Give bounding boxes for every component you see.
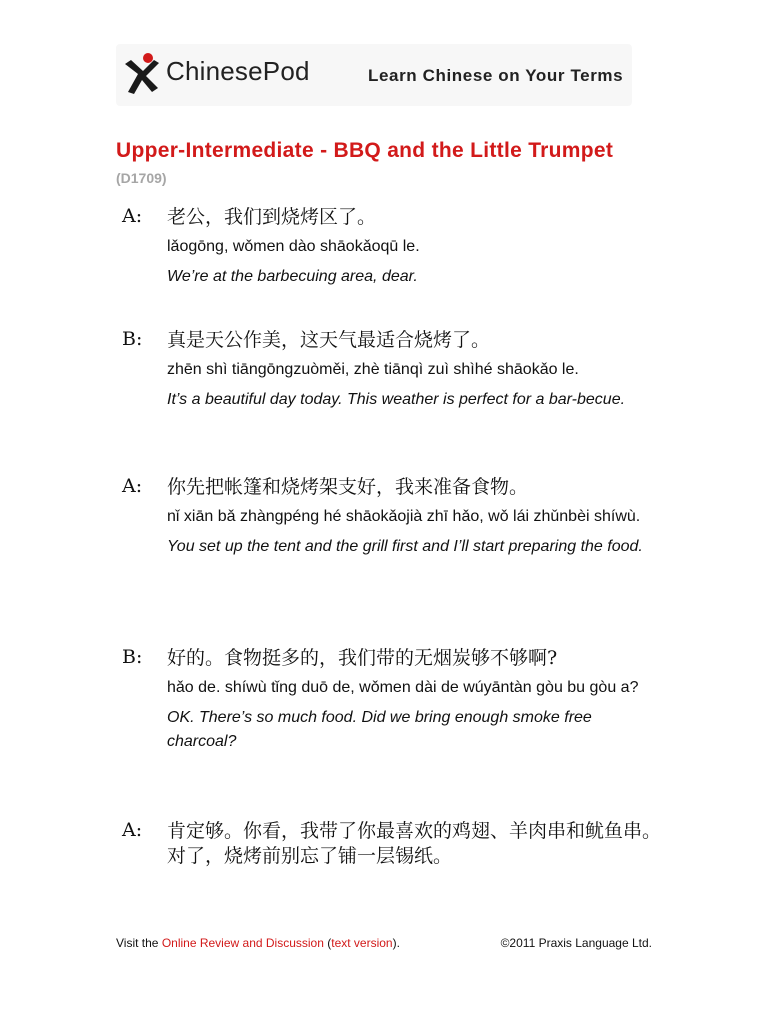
footer-paren-open: ( bbox=[323, 936, 332, 950]
pinyin-line: zhēn shì tiāngōngzuòměi, zhè tiānqì zuì shìhé shāokǎo le. bbox=[167, 361, 579, 378]
chinese-line: 肯定够。你看，我带了你最喜欢的鸡翅、羊肉串和鱿鱼串。对了，烧烤前别忘了铺一层锡纸。 bbox=[167, 820, 662, 867]
chinesepod-logo-icon bbox=[122, 52, 162, 98]
english-line: We’re at the barbecuing area, dear. bbox=[167, 268, 418, 285]
chinese-line: 真是天公作美，这天气最适合烧烤了。 bbox=[167, 329, 491, 351]
footer-visit-text: Visit the bbox=[116, 936, 162, 950]
speaker-label: B: bbox=[122, 328, 143, 350]
logo-text: ChinesePod bbox=[166, 56, 310, 86]
english-line: OK. There’s so much food. Did we bring enough smoke free charcoal? bbox=[167, 709, 592, 750]
footer-review-note bbox=[116, 936, 400, 950]
lesson-code: (D1709) bbox=[116, 170, 167, 186]
dialogue-turn bbox=[122, 205, 662, 289]
tagline: Learn Chinese on Your Terms bbox=[368, 66, 624, 85]
chinese-line: 老公，我们到烧烤区了。 bbox=[167, 206, 377, 228]
english-line: It’s a beautiful day today. This weather is perfect for a bar-becue. bbox=[167, 391, 626, 408]
pinyin-line: nǐ xiān bǎ zhàngpéng hé shāokǎojià zhī hǎo, wǒ lái zhǔnbèi shíwù. bbox=[167, 508, 641, 525]
dialogue-turn bbox=[122, 328, 662, 412]
pinyin-line: hǎo de. shíwù tǐng duō de, wǒmen dài de wúyāntàn gòu bu gòu a? bbox=[167, 679, 639, 696]
chinese-line: 你先把帐篷和烧烤架支好，我来准备食物。 bbox=[167, 476, 529, 498]
english-line: You set up the tent and the grill first and I’ll start preparing the food. bbox=[167, 538, 643, 555]
pinyin-line: lǎogōng, wǒmen dào shāokǎoqū le. bbox=[167, 238, 420, 255]
dialogue-turn bbox=[122, 475, 662, 559]
speaker-label: A: bbox=[122, 205, 143, 227]
speaker-label: A: bbox=[122, 819, 143, 841]
speaker-label: A: bbox=[122, 475, 143, 497]
brand-header bbox=[116, 44, 632, 106]
lesson-title: Upper-Intermediate - BBQ and the Little Trumpet bbox=[116, 139, 614, 162]
dialogue-turn bbox=[122, 646, 662, 754]
copyright-text: ©2011 Praxis Language Ltd. bbox=[500, 936, 652, 950]
speaker-label: B: bbox=[122, 646, 143, 668]
online-review-link[interactable]: Online Review and Discussion bbox=[161, 936, 324, 950]
text-version-link[interactable]: text version bbox=[331, 936, 393, 950]
dialogue-turn bbox=[122, 819, 662, 869]
footer-paren-close: ). bbox=[392, 936, 400, 950]
chinese-line: 好的。食物挺多的，我们带的无烟炭够不够啊? bbox=[167, 647, 558, 669]
